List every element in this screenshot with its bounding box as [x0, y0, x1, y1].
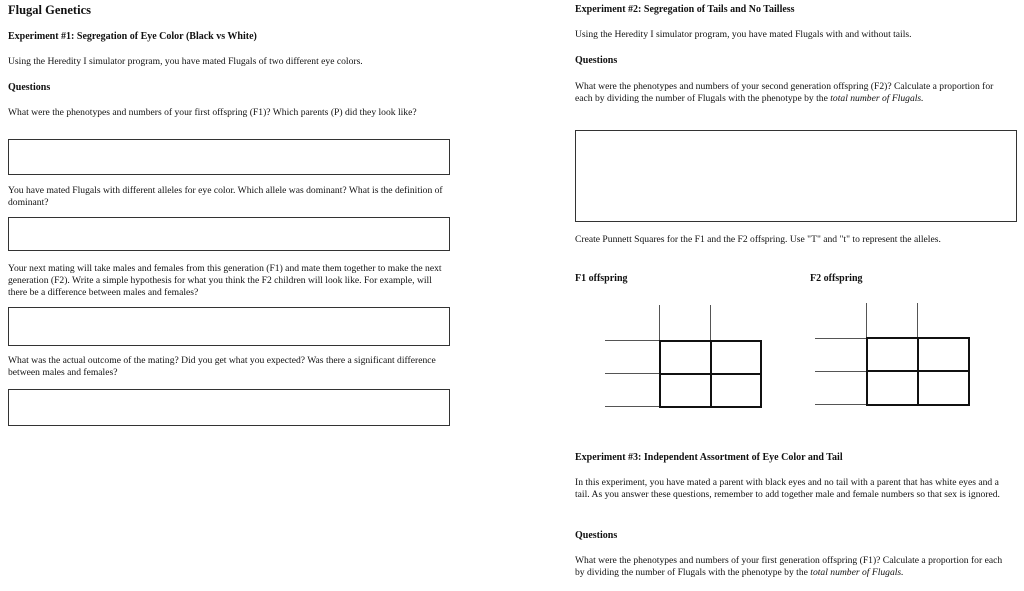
answer-box-exp2-q1[interactable] [575, 130, 1017, 222]
punnett-grid-line [659, 340, 661, 408]
punnett-guide-line [605, 406, 659, 407]
punnett-grid-line [760, 340, 762, 408]
f1-punnett-square[interactable] [605, 305, 765, 410]
experiment-3-heading: Experiment #3: Independent Assortment of Eye Color and Tail [575, 452, 843, 463]
punnett-guide-line [917, 303, 918, 338]
experiment-2-questions-heading: Questions [575, 55, 618, 66]
punnett-grid-line [710, 340, 712, 408]
punnett-guide-line [815, 404, 866, 405]
punnett-grid-line [968, 337, 970, 406]
f2-punnett-square[interactable] [815, 303, 975, 408]
question-3: Your next mating will take males and females from this generation (F1) and mate them together to make the next generation (F2). Write a simple hypothesis for what you think the F2 children will look like. For example, will there be a difference between males and females? [8, 263, 442, 298]
experiment-3-questions-heading: Questions [575, 530, 618, 541]
experiment-2-question-1 [575, 81, 1011, 105]
page-title: Flugal Genetics [8, 3, 91, 17]
answer-box-3[interactable] [8, 307, 450, 346]
punnett-guide-line [866, 303, 867, 338]
experiment-2-intro: Using the Heredity I simulator program, you have mated Flugals with and without tails. [575, 29, 912, 40]
punnett-grid-line [917, 337, 919, 406]
punnett-guide-line [710, 305, 711, 340]
answer-box-4[interactable] [8, 389, 450, 426]
answer-box-2[interactable] [8, 217, 450, 251]
experiment-3-question-1 [575, 555, 1011, 579]
experiment-2-question-1-text: What were the phenotypes and numbers of your second generation offspring (F2)? Calculate a proportion for each by dividing the number of Flugals with the phenotype by the [575, 81, 994, 104]
question-4: What was the actual outcome of the mating? Did you get what you expected? Was there a significant difference between males and females? [8, 355, 436, 378]
punnett-instructions: Create Punnett Squares for the F1 and the F2 offspring. Use "T" and "t" to represent the alleles. [575, 234, 941, 245]
experiment-3-question-1-emphasis: total number of Flugals. [810, 567, 904, 578]
experiment-2-heading: Experiment #2: Segregation of Tails and No Tailless [575, 4, 795, 15]
f2-offspring-label: F2 offspring [810, 273, 863, 284]
answer-box-1[interactable] [8, 139, 450, 175]
punnett-guide-line [659, 305, 660, 340]
punnett-guide-line [815, 371, 866, 372]
punnett-guide-line [605, 373, 659, 374]
question-2: You have mated Flugals with different alleles for eye color. Which allele was dominant? What is the definition of dominant? [8, 185, 443, 208]
punnett-grid-line [866, 337, 868, 406]
question-1: What were the phenotypes and numbers of your first offspring (F1)? Which parents (P) did they look like? [8, 107, 417, 118]
experiment-1-heading: Experiment #1: Segregation of Eye Color (Black vs White) [8, 31, 257, 42]
questions-heading: Questions [8, 82, 51, 93]
experiment-3-intro: In this experiment, you have mated a parent with black eyes and no tail with a parent that has white eyes and a tail. As you answer these questions, remember to add together male and female numbers so that sex is ignored. [575, 477, 1000, 500]
experiment-2-question-1-emphasis: total number of Flugals. [830, 93, 924, 104]
punnett-guide-line [605, 340, 659, 341]
experiment-3-question-1-text: What were the phenotypes and numbers of your first generation offspring (F1)? Calculate a proportion for each by dividing the number of Flugals with the phenotype by the [575, 555, 1003, 578]
punnett-guide-line [815, 338, 866, 339]
f1-offspring-label: F1 offspring [575, 273, 628, 284]
experiment-1-intro: Using the Heredity I simulator program, you have mated Flugals of two different eye colors. [8, 56, 363, 67]
